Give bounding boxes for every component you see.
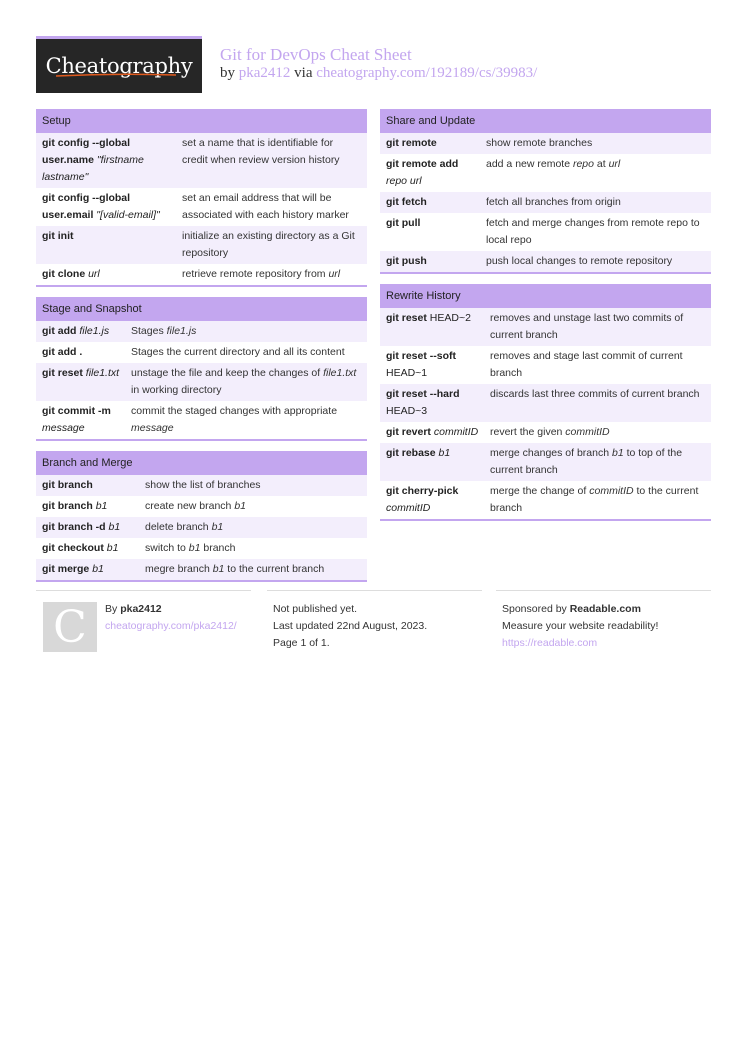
table-row <box>36 226 367 264</box>
command-cell <box>386 194 486 211</box>
description-arg: b1 <box>612 447 624 459</box>
sponsor-name: Readable.com <box>569 603 641 615</box>
command-arg: repo url <box>386 175 422 187</box>
command-arg: message <box>42 422 85 434</box>
description-text: add a new remote <box>486 158 573 170</box>
section-title: Share and Update <box>380 109 711 133</box>
footer-author <box>36 590 251 653</box>
command-cell <box>386 253 486 270</box>
command-cell <box>42 519 145 536</box>
command-arg: "firstname lastname" <box>42 154 144 183</box>
command-cell <box>42 477 145 494</box>
section-title: Rewrite History <box>380 284 711 308</box>
command-cell <box>42 135 182 186</box>
command-cell <box>42 266 182 283</box>
section-title: Setup <box>36 109 367 133</box>
command-text: git branch <box>42 500 93 512</box>
command-text: git branch -d <box>42 521 106 533</box>
description-cell: set an email address that will be associated with each history marker <box>182 192 349 221</box>
command-text: git config --global <box>42 192 131 204</box>
table-row <box>380 154 711 192</box>
command-cell <box>42 498 145 515</box>
footer-author-link[interactable]: cheatography.com/pka2412/ <box>105 620 237 632</box>
description-arg: repo <box>572 158 594 170</box>
command-arg: url <box>88 268 100 280</box>
avatar[interactable] <box>43 602 97 652</box>
description-cell <box>145 519 367 536</box>
description-text: commit the staged changes with appropriate <box>131 405 338 417</box>
footer-author-name: pka2412 <box>120 603 162 615</box>
command-cell <box>386 310 490 344</box>
command-arg: commitID <box>386 502 431 514</box>
description-cell: show the list of branches <box>145 479 261 491</box>
table-row <box>36 538 367 559</box>
table-row <box>380 251 711 272</box>
by-word: by <box>220 65 235 81</box>
description-cell: initialize an existing directory as a Git repository <box>182 230 355 259</box>
description-cell: show remote branches <box>486 137 593 149</box>
description-cell <box>131 365 367 399</box>
command-text: git add <box>42 325 77 337</box>
description-text: to top of the current branch <box>490 447 683 476</box>
command-cell <box>42 561 145 578</box>
table-row <box>36 401 367 439</box>
description-text: Stages <box>131 325 167 337</box>
description-text: revert the given <box>490 426 566 438</box>
description-arg: commitID <box>589 485 634 497</box>
command-text: git reset <box>42 367 83 379</box>
command-text: git push <box>386 255 427 267</box>
command-cell <box>42 403 131 437</box>
command-text: git revert <box>386 426 431 438</box>
description-cell: set a name that is identifiable for credit when review version history <box>182 137 340 166</box>
description-cell: fetch all branches from origin <box>486 196 621 208</box>
description-cell: Stages the current directory and all its content <box>131 346 345 358</box>
table-row <box>36 321 367 342</box>
table-row <box>36 188 367 226</box>
command-param: HEAD~3 <box>386 405 428 417</box>
by-label: By <box>105 603 118 615</box>
command-cell <box>386 424 490 441</box>
description-arg: b1 <box>211 521 224 533</box>
description-cell <box>131 403 367 437</box>
command-text: git rebase <box>386 447 436 459</box>
table-row <box>380 308 711 346</box>
command-cell <box>42 323 131 340</box>
table-row <box>36 559 367 580</box>
description-text: at <box>593 158 609 170</box>
command-cell <box>386 135 486 152</box>
description-arg: file1.txt <box>323 367 357 379</box>
command-text: git commit -m <box>42 405 111 417</box>
command-text: git config --global <box>42 137 131 149</box>
table-row <box>380 481 711 519</box>
sponsor-tagline: Measure your website readability! <box>502 620 659 632</box>
command-cell <box>386 483 490 517</box>
command-arg: b1 <box>108 521 121 533</box>
right-column <box>380 109 711 531</box>
command-text: user.email <box>42 209 94 221</box>
table-row <box>36 264 367 285</box>
description-text: switch to <box>145 542 189 554</box>
table-row <box>36 496 367 517</box>
command-cell <box>386 156 486 190</box>
command-cell <box>386 445 490 479</box>
description-text: to the current branch <box>224 563 325 575</box>
description-arg: message <box>131 422 174 434</box>
table-row <box>380 346 711 384</box>
table-row <box>380 192 711 213</box>
command-text: git init <box>42 230 74 242</box>
description-text: unstage the file and keep the changes of <box>131 367 324 379</box>
description-cell <box>131 323 367 340</box>
command-cell <box>42 540 145 557</box>
description-cell: push local changes to remote repository <box>486 255 673 267</box>
description-text: retrieve remote repository from <box>182 268 329 280</box>
description-cell <box>490 424 711 441</box>
command-param: HEAD~1 <box>386 367 428 379</box>
section-stage-and-snapshot <box>36 297 367 441</box>
footer <box>36 590 711 660</box>
section-title: Stage and Snapshot <box>36 297 367 321</box>
table-row <box>380 384 711 422</box>
table-row <box>380 422 711 443</box>
command-text: user.name <box>42 154 94 166</box>
command-cell <box>386 386 490 420</box>
table-row <box>380 213 711 251</box>
command-arg: file1.txt <box>85 367 120 379</box>
command-text: git branch <box>42 479 93 491</box>
table-row <box>380 443 711 481</box>
command-arg: file1.js <box>79 325 110 337</box>
table-row <box>36 475 367 496</box>
section-share-and-update <box>380 109 711 274</box>
published-status: Not published yet. <box>273 603 358 615</box>
description-text: megre branch <box>145 563 213 575</box>
command-cell <box>42 228 182 262</box>
avatar-letter: C <box>53 601 87 653</box>
description-cell: removes and unstage last two commits of current branch <box>490 312 684 341</box>
footer-publish-info <box>267 590 482 649</box>
cheatography-logo[interactable] <box>36 36 202 93</box>
footer-sponsor <box>496 590 711 649</box>
command-text: git remote <box>386 137 437 149</box>
section-branch-and-merge <box>36 451 367 582</box>
command-arg: b1 <box>92 563 104 575</box>
description-text: merge changes of branch <box>490 447 612 459</box>
description-cell <box>145 498 367 515</box>
command-arg: b1 <box>438 447 451 459</box>
command-param: HEAD~2 <box>429 312 471 324</box>
description-cell <box>490 483 711 517</box>
logo-text: Cheatography <box>45 54 193 78</box>
command-arg: "[valid-email]" <box>96 209 160 221</box>
command-text: git remote add <box>386 158 459 170</box>
table-row <box>36 517 367 538</box>
section-title: Branch and Merge <box>36 451 367 475</box>
command-cell <box>386 348 490 382</box>
description-arg: b1 <box>188 542 201 554</box>
command-text: git reset <box>386 312 427 324</box>
description-cell: removes and stage last commit of current branch <box>490 350 683 379</box>
description-arg: b1 <box>234 500 246 512</box>
section-rewrite-history <box>380 284 711 521</box>
command-text: git checkout <box>42 542 104 554</box>
description-cell <box>182 266 367 283</box>
command-text: git fetch <box>386 196 427 208</box>
description-text: branch <box>200 542 236 554</box>
logo-swoosh-icon <box>56 73 176 77</box>
description-text: to the current branch <box>490 485 699 514</box>
command-text: git add . <box>42 346 83 358</box>
table-row <box>36 363 367 401</box>
command-cell <box>386 215 486 249</box>
table-row <box>380 133 711 154</box>
description-arg: url <box>328 268 341 280</box>
section-setup <box>36 109 367 287</box>
description-cell <box>486 156 711 190</box>
description-arg: commitID <box>565 426 610 438</box>
command-text: git cherry-pick <box>386 485 459 497</box>
description-text: delete branch <box>145 521 212 533</box>
author-link[interactable]: pka2412 <box>238 65 291 81</box>
left-column <box>36 109 367 592</box>
page-number: Page 1 of 1. <box>273 637 330 649</box>
description-text: in working directory <box>131 384 222 396</box>
table-row <box>36 342 367 363</box>
command-cell <box>42 365 131 399</box>
via-word: via <box>294 65 313 81</box>
footer-by-line <box>105 601 255 618</box>
description-cell: discards last three commits of current branch <box>490 388 700 400</box>
command-text: git reset --hard <box>386 388 460 400</box>
description-arg: b1 <box>212 563 225 575</box>
command-cell <box>42 190 182 224</box>
sheet-link[interactable]: cheatography.com/192189/cs/39983/ <box>316 65 538 81</box>
table-row <box>36 133 367 188</box>
description-cell <box>145 540 367 557</box>
sponsor-line <box>502 601 658 618</box>
command-cell <box>42 344 131 361</box>
command-text: git merge <box>42 563 90 575</box>
command-arg: commitID <box>433 426 479 438</box>
command-text: git pull <box>386 217 421 229</box>
page-title: Git for DevOps Cheat Sheet <box>220 45 412 64</box>
description-arg: url <box>608 158 621 170</box>
sponsor-prefix: Sponsored by <box>502 603 567 615</box>
command-arg: b1 <box>106 542 119 554</box>
command-text: git clone <box>42 268 86 280</box>
command-arg: b1 <box>95 500 108 512</box>
description-arg: file1.js <box>166 325 197 337</box>
last-updated: Last updated 22nd August, 2023. <box>273 620 428 632</box>
byline <box>220 65 537 82</box>
description-cell: fetch and merge changes from remote repo to local repo <box>486 217 700 246</box>
description-cell <box>490 445 711 479</box>
sponsor-link[interactable]: https://readable.com <box>502 637 598 649</box>
description-text: merge the change of <box>490 485 590 497</box>
description-text: create new branch <box>145 500 235 512</box>
description-cell <box>145 561 367 578</box>
command-text: git reset --soft <box>386 350 457 362</box>
